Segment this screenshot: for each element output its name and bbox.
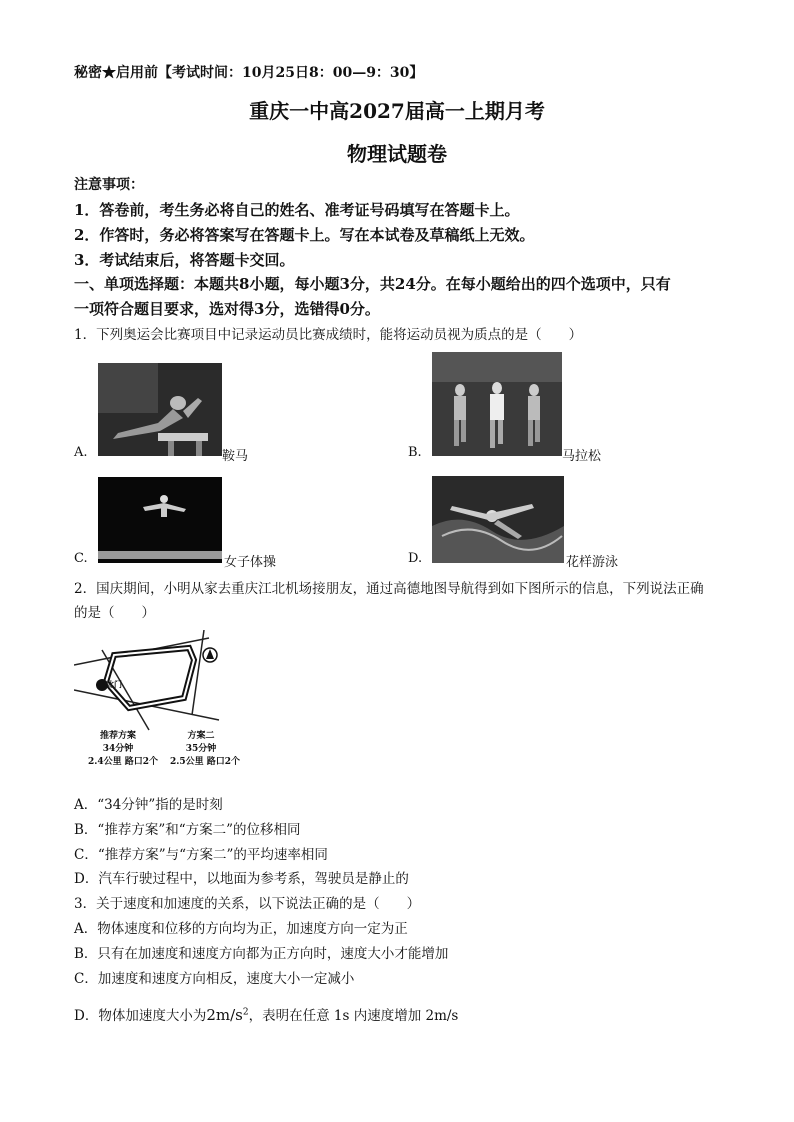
north-gate-label: 北门: [106, 679, 122, 689]
option-b-caption: 马拉松: [562, 449, 602, 464]
plan-b-card: [170, 730, 241, 769]
plan-a-detail: 2.4公里 路口2个: [88, 757, 159, 767]
question-3-option-d: [74, 1004, 458, 1024]
acceleration-exponent: 2: [242, 1007, 249, 1018]
plan-b-detail: 2.5公里 路口2个: [170, 757, 241, 767]
exam-subtitle: 物理试题卷: [347, 142, 447, 166]
question-3-stem: 3．关于速度和加速度的关系，以下说法正确的是（ ）: [74, 896, 421, 912]
option-b-letter: B.: [408, 445, 422, 460]
notice-item: 1．答卷前，考生务必将自己的姓名、准考证号码填写在答题卡上。: [74, 201, 520, 219]
plan-b-name: 方案二: [187, 731, 215, 741]
gymnastics-photo: [98, 477, 222, 563]
question-2-option: D．汽车行驶过程中，以地面为参考系，驾驶员是静止的: [74, 871, 409, 887]
notice-heading: 注意事项：: [74, 177, 144, 193]
route-map: [74, 630, 244, 775]
question-2-stem-cont: 的是（ ）: [74, 605, 155, 621]
question-2-option: B．“推荐方案”和“方案二”的位移相同: [74, 822, 301, 838]
question-2-option: A．“34分钟”指的是时刻: [74, 797, 223, 813]
option-d-prefix: D．物体加速度大小为: [74, 1008, 207, 1024]
plan-a-card: [88, 730, 159, 769]
option-d-caption: 花样游泳: [566, 555, 619, 570]
swimming-photo: [432, 476, 564, 563]
question-3-option: A．物体速度和位移的方向均为正，加速度方向一定为正: [74, 921, 408, 937]
notice-item: 3．考试结束后，将答题卡交回。: [74, 251, 295, 269]
section-heading: 一、单项选择题：本题共8小题，每小题3分，共24分。在每小题给出的四个选项中，只有: [74, 275, 671, 293]
section-heading-cont: 一项符合题目要求，选对得3分，选错得0分。: [74, 300, 380, 318]
exam-title: 重庆一中高2027届高一上期月考: [249, 99, 545, 123]
marathon-photo: [432, 352, 562, 456]
question-3-option: C．加速度和速度方向相反，速度大小一定减小: [74, 971, 355, 987]
question-3-option: B．只有在加速度和速度方向都为正方向时，速度大小才能增加: [74, 946, 449, 962]
acceleration-value: 2m/s: [206, 1006, 243, 1024]
plan-a-time: 34分钟: [102, 744, 134, 754]
question-2-option: C．“推荐方案”与“方案二”的平均速率相同: [74, 847, 328, 863]
option-d-letter: D.: [408, 551, 423, 566]
plan-b-time: 35分钟: [185, 744, 217, 754]
plan-a-name: 推荐方案: [99, 731, 136, 741]
question-1-stem: 1．下列奥运会比赛项目中记录运动员比赛成绩时，能将运动员视为质点的是（ ）: [74, 327, 583, 343]
confidential-header: 秘密★启用前【考试时间：10月25日8：00—9：30】: [74, 65, 424, 81]
option-d-suffix: ，表明在任意 1s 内速度增加 2m/s: [248, 1008, 459, 1024]
option-a-letter: A.: [74, 445, 88, 460]
pommel-horse-photo: [98, 363, 222, 456]
notice-item: 2．作答时，务必将答案写在答题卡上。写在本试卷及草稿纸上无效。: [74, 226, 535, 244]
option-a-caption: 鞍马: [222, 449, 249, 464]
question-2-stem: 2．国庆期间，小明从家去重庆江北机场接朋友，通过高德地图导航得到如下图所示的信息，下列说法正确: [74, 581, 704, 597]
option-c-caption: 女子体操: [224, 555, 277, 570]
option-c-letter: C.: [74, 551, 88, 566]
